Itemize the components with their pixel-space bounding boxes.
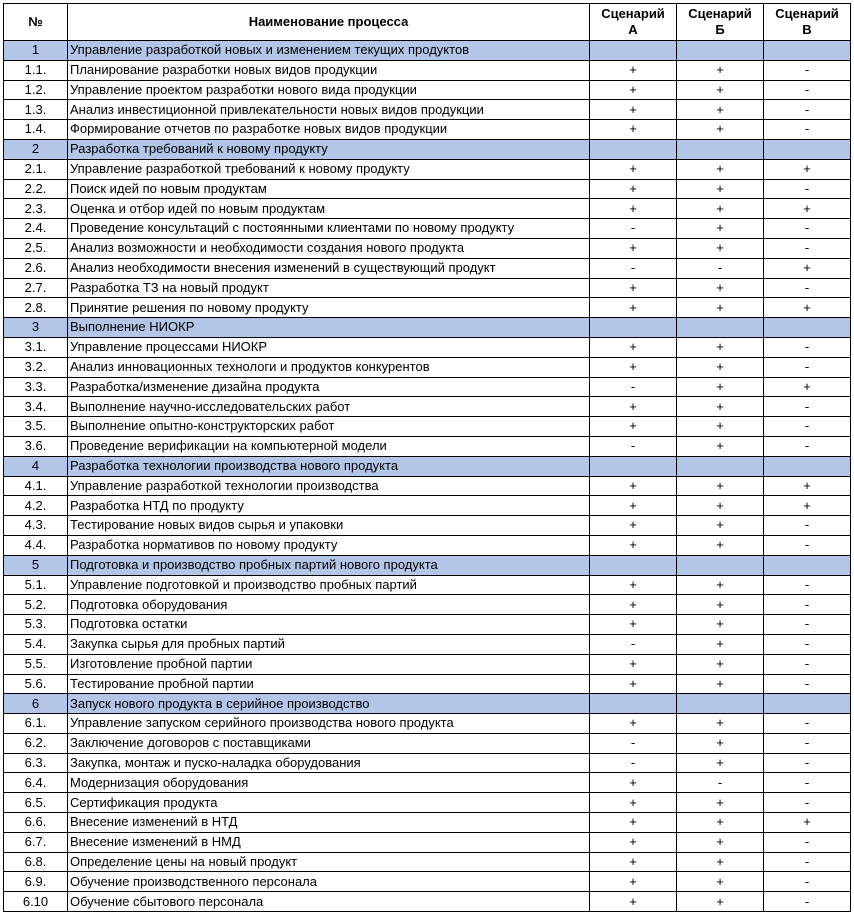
table-row [4, 417, 851, 437]
scenario-a-mark-cell: + [590, 615, 677, 635]
scenario-b-mark-cell: + [677, 238, 764, 258]
process-number-cell: 2.7. [4, 278, 68, 298]
section-scenario-a-cell [590, 456, 677, 476]
section-title-cell: Разработка требований к новому продукту [68, 139, 590, 159]
scenario-c-mark-cell: - [764, 654, 851, 674]
scenario-c-mark-cell: - [764, 793, 851, 813]
process-number-cell: 3.3. [4, 377, 68, 397]
process-number-cell: 1.1. [4, 60, 68, 80]
table-row [4, 634, 851, 654]
table-row [4, 298, 851, 318]
scenario-b-mark-cell: + [677, 377, 764, 397]
scenario-c-mark-cell: - [764, 100, 851, 120]
section-title-cell: Разработка технологии производства нового продукта [68, 456, 590, 476]
scenario-b-mark-cell: + [677, 357, 764, 377]
process-number-cell: 3.5. [4, 417, 68, 437]
table-row [4, 238, 851, 258]
process-name-cell: Сертификация продукта [68, 793, 590, 813]
scenario-b-mark-cell: + [677, 634, 764, 654]
scenario-c-mark-cell: - [764, 773, 851, 793]
scenario-c-mark-cell: - [764, 120, 851, 140]
header-scenario-a [590, 4, 677, 41]
section-scenario-a-cell [590, 41, 677, 61]
table-row [4, 753, 851, 773]
scenario-a-letter: А [628, 22, 638, 37]
table-row [4, 832, 851, 852]
scenario-a-mark-cell: + [590, 793, 677, 813]
table-row [4, 872, 851, 892]
scenario-b-mark-cell: + [677, 872, 764, 892]
scenario-b-mark-cell: + [677, 535, 764, 555]
section-number-cell: 3 [4, 318, 68, 338]
process-number-cell: 1.4. [4, 120, 68, 140]
scenario-b-mark-cell: + [677, 615, 764, 635]
section-number-cell: 1 [4, 41, 68, 61]
table-row [4, 654, 851, 674]
scenario-a-mark-cell: - [590, 377, 677, 397]
scenario-c-mark-cell: - [764, 219, 851, 239]
scenario-a-mark-cell: + [590, 159, 677, 179]
process-number-cell: 6.10 [4, 892, 68, 912]
scenario-a-mark-cell: + [590, 397, 677, 417]
scenario-c-mark-cell: - [764, 615, 851, 635]
scenario-a-mark-cell: + [590, 654, 677, 674]
process-number-cell: 5.3. [4, 615, 68, 635]
table-row [4, 714, 851, 734]
scenario-a-mark-cell: + [590, 357, 677, 377]
section-row [4, 456, 851, 476]
table-row [4, 773, 851, 793]
table-header [4, 4, 851, 41]
process-name-cell: Разработка нормативов по новому продукту [68, 535, 590, 555]
process-name-cell: Заключение договоров с поставщиками [68, 733, 590, 753]
process-number-cell: 4.1. [4, 476, 68, 496]
header-scenario-c [764, 4, 851, 41]
process-number-cell: 6.6. [4, 813, 68, 833]
scenario-b-mark-cell: + [677, 852, 764, 872]
scenario-b-mark-cell: + [677, 298, 764, 318]
scenario-a-mark-cell: + [590, 476, 677, 496]
table-row [4, 179, 851, 199]
scenario-b-mark-cell: + [677, 100, 764, 120]
process-name-cell: Тестирование новых видов сырья и упаковки [68, 516, 590, 536]
process-name-cell: Проведение верификации на компьютерной модели [68, 436, 590, 456]
scenario-b-mark-cell: + [677, 832, 764, 852]
process-name-cell: Планирование разработки новых видов продукции [68, 60, 590, 80]
scenario-b-mark-cell: + [677, 595, 764, 615]
scenario-b-mark-cell: + [677, 793, 764, 813]
scenario-a-mark-cell: - [590, 753, 677, 773]
scenario-a-mark-cell: - [590, 436, 677, 456]
scenario-a-mark-cell: - [590, 258, 677, 278]
scenario-a-mark-cell: + [590, 298, 677, 318]
table-row [4, 80, 851, 100]
scenario-c-mark-cell: - [764, 575, 851, 595]
scenario-b-mark-cell: + [677, 397, 764, 417]
scenario-c-mark-cell: + [764, 476, 851, 496]
process-number-cell: 6.8. [4, 852, 68, 872]
scenario-c-mark-cell: - [764, 436, 851, 456]
process-number-cell: 6.2. [4, 733, 68, 753]
table-row [4, 674, 851, 694]
scenario-c-mark-cell: - [764, 357, 851, 377]
table-row [4, 159, 851, 179]
scenario-c-mark-cell: - [764, 60, 851, 80]
table-row [4, 219, 851, 239]
process-name-cell: Разработка НТД по продукту [68, 496, 590, 516]
scenario-b-mark-cell: + [677, 813, 764, 833]
scenario-a-mark-cell: + [590, 120, 677, 140]
scenario-b-mark-cell: + [677, 496, 764, 516]
section-scenario-c-cell [764, 694, 851, 714]
table-row [4, 436, 851, 456]
scenario-b-mark-cell: + [677, 733, 764, 753]
scenario-c-letter: В [802, 22, 812, 37]
process-name-cell: Разработка/изменение дизайна продукта [68, 377, 590, 397]
scenario-a-mark-cell: + [590, 872, 677, 892]
scenario-b-mark-cell: + [677, 476, 764, 496]
table-row [4, 892, 851, 912]
scenario-c-mark-cell: - [764, 832, 851, 852]
process-number-cell: 5.5. [4, 654, 68, 674]
process-name-cell: Управление запуском серийного производства нового продукта [68, 714, 590, 734]
scenario-a-mark-cell: + [590, 238, 677, 258]
section-number-cell: 2 [4, 139, 68, 159]
process-name-cell: Управление разработкой технологии производства [68, 476, 590, 496]
process-name-cell: Анализ инвестиционной привлекательности новых видов продукции [68, 100, 590, 120]
table-row [4, 852, 851, 872]
process-name-cell: Обучение сбытового персонала [68, 892, 590, 912]
process-name-cell: Управление процессами НИОКР [68, 337, 590, 357]
process-number-cell: 4.4. [4, 535, 68, 555]
section-scenario-c-cell [764, 555, 851, 575]
process-name-cell: Тестирование пробной партии [68, 674, 590, 694]
scenario-b-mark-cell: + [677, 199, 764, 219]
scenario-c-mark-cell: - [764, 753, 851, 773]
scenario-a-mark-cell: - [590, 733, 677, 753]
process-scenario-table [3, 3, 851, 912]
scenario-b-mark-cell: + [677, 436, 764, 456]
section-number-cell: 5 [4, 555, 68, 575]
section-scenario-b-cell [677, 318, 764, 338]
header-scenario-b [677, 4, 764, 41]
section-number-cell: 4 [4, 456, 68, 476]
table-row [4, 100, 851, 120]
process-number-cell: 3.1. [4, 337, 68, 357]
section-scenario-a-cell [590, 694, 677, 714]
section-row [4, 139, 851, 159]
process-name-cell: Принятие решения по новому продукту [68, 298, 590, 318]
process-number-cell: 5.4. [4, 634, 68, 654]
scenario-a-mark-cell: + [590, 714, 677, 734]
scenario-c-mark-cell: - [764, 417, 851, 437]
process-name-cell: Модернизация оборудования [68, 773, 590, 793]
process-name-cell: Внесение изменений в НМД [68, 832, 590, 852]
table-row [4, 397, 851, 417]
section-scenario-b-cell [677, 41, 764, 61]
table-row [4, 615, 851, 635]
scenario-b-mark-cell: + [677, 120, 764, 140]
scenario-b-mark-cell: + [677, 654, 764, 674]
scenario-b-mark-cell: - [677, 773, 764, 793]
scenario-b-mark-cell: + [677, 60, 764, 80]
scenario-c-mark-cell: - [764, 80, 851, 100]
process-name-cell: Оценка и отбор идей по новым продуктам [68, 199, 590, 219]
scenario-b-mark-cell: + [677, 674, 764, 694]
section-scenario-c-cell [764, 41, 851, 61]
section-scenario-c-cell [764, 456, 851, 476]
scenario-b-mark-cell: + [677, 179, 764, 199]
scenario-a-mark-cell: + [590, 417, 677, 437]
section-row [4, 318, 851, 338]
section-scenario-b-cell [677, 555, 764, 575]
process-number-cell: 6.4. [4, 773, 68, 793]
table-row [4, 595, 851, 615]
scenario-a-mark-cell: + [590, 832, 677, 852]
header-row [4, 4, 851, 41]
scenario-b-mark-cell: + [677, 337, 764, 357]
section-scenario-a-cell [590, 139, 677, 159]
scenario-a-mark-cell: + [590, 892, 677, 912]
process-number-cell: 1.3. [4, 100, 68, 120]
scenario-c-mark-cell: - [764, 634, 851, 654]
process-number-cell: 5.2. [4, 595, 68, 615]
table-row [4, 258, 851, 278]
table-row [4, 516, 851, 536]
scenario-c-mark-cell: + [764, 199, 851, 219]
process-number-cell: 2.8. [4, 298, 68, 318]
scenario-a-mark-cell: + [590, 278, 677, 298]
scenario-c-mark-cell: - [764, 179, 851, 199]
section-scenario-a-cell [590, 318, 677, 338]
process-number-cell: 5.1. [4, 575, 68, 595]
scenario-a-mark-cell: + [590, 60, 677, 80]
section-scenario-a-cell [590, 555, 677, 575]
process-name-cell: Внесение изменений в НТД [68, 813, 590, 833]
process-number-cell: 5.6. [4, 674, 68, 694]
scenario-a-mark-cell: + [590, 80, 677, 100]
process-number-cell: 4.2. [4, 496, 68, 516]
scenario-a-mark-cell: + [590, 535, 677, 555]
table-row [4, 575, 851, 595]
process-number-cell: 2.3. [4, 199, 68, 219]
scenario-c-mark-cell: - [764, 892, 851, 912]
table-row [4, 337, 851, 357]
process-name-cell: Управление подготовкой и производство пробных партий [68, 575, 590, 595]
scenario-b-mark-cell: + [677, 753, 764, 773]
process-name-cell: Обучение производственного персонала [68, 872, 590, 892]
section-row [4, 41, 851, 61]
process-name-cell: Поиск идей по новым продуктам [68, 179, 590, 199]
table-row [4, 357, 851, 377]
scenario-b-mark-cell: + [677, 278, 764, 298]
section-scenario-b-cell [677, 139, 764, 159]
scenario-a-mark-cell: + [590, 813, 677, 833]
process-name-cell: Выполнение опытно-конструкторских работ [68, 417, 590, 437]
section-scenario-c-cell [764, 318, 851, 338]
scenario-b-word: Сценарий [688, 5, 752, 21]
table-row [4, 199, 851, 219]
scenario-a-mark-cell: + [590, 575, 677, 595]
scenario-c-mark-cell: - [764, 714, 851, 734]
table-row [4, 278, 851, 298]
process-number-cell: 1.2. [4, 80, 68, 100]
scenario-b-mark-cell: + [677, 80, 764, 100]
section-row [4, 694, 851, 714]
section-title-cell: Подготовка и производство пробных партий нового продукта [68, 555, 590, 575]
process-name-cell: Проведение консультаций с постоянными клиентами по новому продукту [68, 219, 590, 239]
scenario-c-mark-cell: + [764, 159, 851, 179]
scenario-c-mark-cell: - [764, 535, 851, 555]
scenario-b-mark-cell: + [677, 714, 764, 734]
process-number-cell: 3.2. [4, 357, 68, 377]
scenario-b-mark-cell: - [677, 258, 764, 278]
scenario-a-mark-cell: + [590, 179, 677, 199]
scenario-b-mark-cell: + [677, 516, 764, 536]
process-number-cell: 2.5. [4, 238, 68, 258]
table-body [4, 41, 851, 912]
scenario-a-mark-cell: - [590, 219, 677, 239]
process-number-cell: 2.6. [4, 258, 68, 278]
table-row [4, 535, 851, 555]
scenario-c-mark-cell: + [764, 258, 851, 278]
process-number-cell: 6.9. [4, 872, 68, 892]
process-number-cell: 2.1. [4, 159, 68, 179]
section-title-cell: Выполнение НИОКР [68, 318, 590, 338]
process-number-cell: 3.6. [4, 436, 68, 456]
scenario-b-mark-cell: + [677, 219, 764, 239]
scenario-c-mark-cell: - [764, 278, 851, 298]
process-name-cell: Анализ инновационных технологи и продуктов конкурентов [68, 357, 590, 377]
process-name-cell: Подготовка остатки [68, 615, 590, 635]
scenario-b-mark-cell: + [677, 575, 764, 595]
scenario-c-mark-cell: - [764, 733, 851, 753]
scenario-b-letter: Б [715, 22, 725, 37]
scenario-a-mark-cell: + [590, 674, 677, 694]
scenario-c-word: Сценарий [775, 5, 839, 21]
scenario-c-mark-cell: + [764, 813, 851, 833]
process-name-cell: Разработка ТЗ на новый продукт [68, 278, 590, 298]
scenario-c-mark-cell: - [764, 516, 851, 536]
process-name-cell: Закупка, монтаж и пуско-наладка оборудования [68, 753, 590, 773]
scenario-b-mark-cell: + [677, 892, 764, 912]
table-row [4, 60, 851, 80]
scenario-b-mark-cell: + [677, 159, 764, 179]
process-number-cell: 2.4. [4, 219, 68, 239]
process-number-cell: 2.2. [4, 179, 68, 199]
process-name-cell: Формирование отчетов по разработке новых видов продукции [68, 120, 590, 140]
scenario-c-mark-cell: + [764, 298, 851, 318]
process-number-cell: 6.3. [4, 753, 68, 773]
scenario-a-mark-cell: + [590, 773, 677, 793]
process-name-cell: Закупка сырья для пробных партий [68, 634, 590, 654]
scenario-c-mark-cell: - [764, 397, 851, 417]
scenario-a-mark-cell: + [590, 199, 677, 219]
table-row [4, 120, 851, 140]
process-name-cell: Выполнение научно-исследовательских работ [68, 397, 590, 417]
process-number-cell: 6.1. [4, 714, 68, 734]
process-number-cell: 3.4. [4, 397, 68, 417]
scenario-a-mark-cell: + [590, 852, 677, 872]
scenario-c-mark-cell: - [764, 852, 851, 872]
header-process-name: Наименование процесса [68, 4, 590, 41]
process-number-cell: 4.3. [4, 516, 68, 536]
process-name-cell: Анализ необходимости внесения изменений в существующий продукт [68, 258, 590, 278]
table-row [4, 793, 851, 813]
scenario-c-mark-cell: - [764, 872, 851, 892]
table-row [4, 476, 851, 496]
section-scenario-c-cell [764, 139, 851, 159]
scenario-a-mark-cell: + [590, 516, 677, 536]
table-row [4, 377, 851, 397]
process-number-cell: 6.7. [4, 832, 68, 852]
process-name-cell: Изготовление пробной партии [68, 654, 590, 674]
section-title-cell: Управление разработкой новых и изменением текущих продуктов [68, 41, 590, 61]
section-scenario-b-cell [677, 694, 764, 714]
scenario-c-mark-cell: - [764, 238, 851, 258]
process-name-cell: Управление проектом разработки нового вида продукции [68, 80, 590, 100]
process-name-cell: Подготовка оборудования [68, 595, 590, 615]
header-number: № [4, 4, 68, 41]
section-number-cell: 6 [4, 694, 68, 714]
scenario-a-mark-cell: - [590, 634, 677, 654]
table-row [4, 496, 851, 516]
process-name-cell: Управление разработкой требований к новому продукту [68, 159, 590, 179]
table-row [4, 813, 851, 833]
process-name-cell: Определение цены на новый продукт [68, 852, 590, 872]
section-title-cell: Запуск нового продукта в серийное производство [68, 694, 590, 714]
table-row [4, 733, 851, 753]
process-name-cell: Анализ возможности и необходимости создания нового продукта [68, 238, 590, 258]
scenario-c-mark-cell: - [764, 337, 851, 357]
scenario-b-mark-cell: + [677, 417, 764, 437]
scenario-c-mark-cell: + [764, 377, 851, 397]
scenario-c-mark-cell: - [764, 674, 851, 694]
scenario-c-mark-cell: - [764, 595, 851, 615]
scenario-a-mark-cell: + [590, 595, 677, 615]
scenario-a-mark-cell: + [590, 496, 677, 516]
section-row [4, 555, 851, 575]
section-scenario-b-cell [677, 456, 764, 476]
scenario-a-mark-cell: + [590, 100, 677, 120]
scenario-a-mark-cell: + [590, 337, 677, 357]
scenario-a-word: Сценарий [601, 5, 665, 21]
process-number-cell: 6.5. [4, 793, 68, 813]
scenario-c-mark-cell: + [764, 496, 851, 516]
